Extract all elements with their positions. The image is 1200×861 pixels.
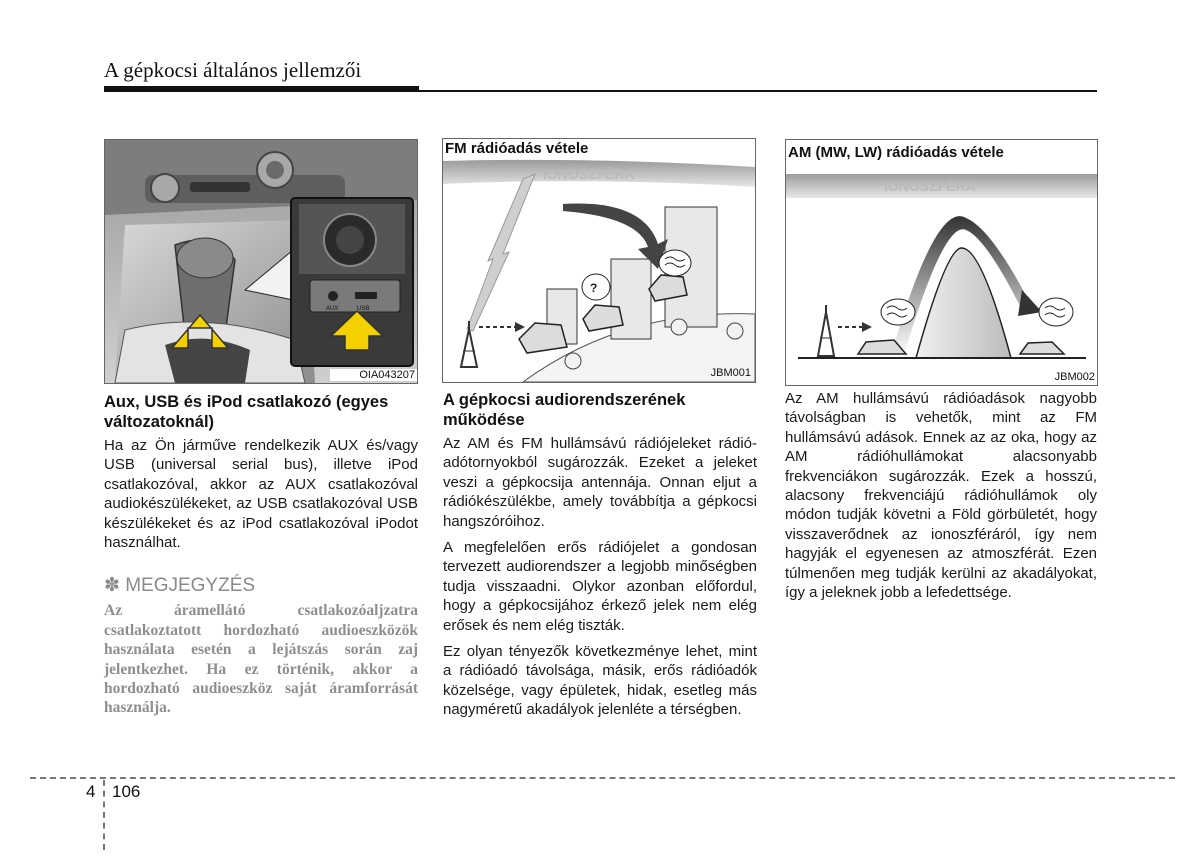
footer-vertical-divider xyxy=(103,780,105,850)
footer-divider xyxy=(30,777,1175,779)
audio-paragraph-1: Az AM és FM hullámsávú rádiójeleket rádió-adótornyokból sugározzák. Ezeket a jeleket veszi a gépkocsija antennája. Onnan eljut a rádiókészülékbe, amely továbbítja a gépkocsi hangszóróihoz. xyxy=(443,435,757,530)
note-header xyxy=(104,574,418,597)
audio-paragraph-3: Ez olyan tényezők következménye lehet, mint a rádióadó távolsága, másik, erős rádióadók közelsége, vagy épületek, hidak, esetleg más nagyméretű akadályok jelenléte a térségben. xyxy=(443,643,757,719)
column-audio-system xyxy=(443,390,757,727)
svg-text:?: ? xyxy=(590,281,598,295)
chapter-number: 4 xyxy=(86,782,96,801)
figure3-code: JBM002 xyxy=(1054,371,1095,383)
figure2-title: FM rádióadás vétele xyxy=(445,140,589,157)
column-am-reception xyxy=(785,389,1097,609)
audio-system-heading: A gépkocsi audiorendszerének működése xyxy=(443,391,686,429)
note-block xyxy=(104,574,418,717)
figure2-code: JBM001 xyxy=(710,367,751,379)
column-aux-usb xyxy=(104,392,418,718)
figure-fm-reception xyxy=(442,138,756,383)
running-header: A gépkocsi általános jellemzői xyxy=(104,58,362,82)
aux-usb-paragraph: Ha az Ön járműve rendelkezik AUX és/vagy USB (universal serial bus), illetve iPod csatlakozóval, akkor az AUX csatlakozóval audiokészülékeket, az USB csatlakozóval USB készülékeket és az iPod csatlakozóval iPodot használhat. xyxy=(104,437,418,552)
header-rule-thin xyxy=(419,90,1097,92)
console-illustration xyxy=(105,140,417,383)
am-paragraph: Az AM hullámsávú rádióadások nagyobb távolságban is vehetők, mint az FM hullámsávú adások. Ennek az az oka, hogy az AM rádióhullámokat alacsonyabb frekvenciákon sugározzák. Ezek a hosszú, alacsony frekvenciájú rádióhullámok oly módon tudják követni a Föld görbületét, hogy visszaverődnek az ionoszféráról, így nem hagyják el egyenesen az atmoszférát. Ezen túlmenően meg tudják kerülni az akadályokat, így a jeleknek jobb a lefedettsége. xyxy=(785,390,1097,602)
aux-label: AUX xyxy=(326,306,339,312)
figure-am-reception xyxy=(785,139,1098,386)
note-symbol: ✽ xyxy=(104,575,120,597)
note-text: Az áramellátó csatlakozóaljzatra csatlakoztatott hordozható audioeszközök használata esetén a lejátszás során zaj jelentkezhet. Ha ez történik, akkor a hordozható audioeszköz saját áramforrását használja. xyxy=(104,602,418,717)
fm-diagram xyxy=(443,139,755,382)
aux-usb-heading: Aux, USB és iPod csatlakozó (egyes változatoknál) xyxy=(104,393,389,431)
figure-aux-usb-photo xyxy=(104,139,418,384)
note-title: MEGJEGYZÉS xyxy=(125,575,256,597)
usb-label: USB xyxy=(357,306,370,312)
page-number: 106 xyxy=(112,782,141,801)
header-rule-thick xyxy=(104,86,419,92)
fm-ionosphere-label: IONOSZFÉRA xyxy=(543,166,635,182)
audio-paragraph-2: A megfelelően erős rádiójelet a gondosan tervezett audiorendszer a legjobb minőségben tudja visszaadni. Olykor azonban előfordul, hogy a gépkocsijához érkező jelek nem elég erősek és nem elég tiszták. xyxy=(443,539,757,634)
figure3-title: AM (MW, LW) rádióadás vétele xyxy=(788,144,1004,161)
figure1-code: OIA043207 xyxy=(330,369,417,381)
am-ionosphere-label: IONOSZFÉRA xyxy=(884,178,976,194)
am-diagram xyxy=(786,140,1097,385)
